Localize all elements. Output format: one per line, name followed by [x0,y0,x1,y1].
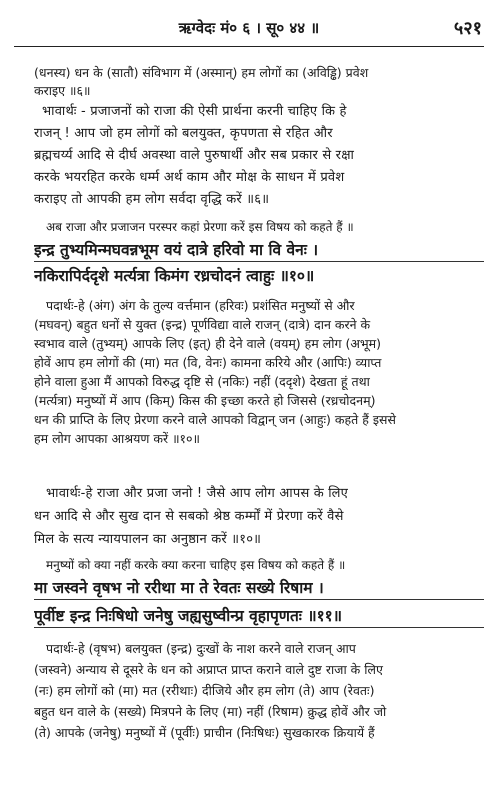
topic-intro: मनुष्यों को क्या नहीं करके क्या करना चाहिए इस विषय को कहते हैं ॥ [46,558,346,572]
padartha-line: हम लोग आपका आश्रयण करें ॥१०॥ [34,431,201,446]
padartha-line: पदार्थः-हे (वृषभ) बलयुक्त (इन्द्र) दुःखों के नाश करने वाले राजन् आप [46,641,356,656]
bhavartha-line: मिल के सत्य न्यायपालन का अनुष्ठान करें ॥१०॥ [34,532,262,547]
mantra-line: इन्द्र तुभ्यमिन्मघवन्नभूम वयं दात्रे हरिवो मा वि वेनः । [34,238,484,262]
page-header [14,14,484,47]
bhavartha-line: करके भयरहित करके धर्म्म अर्थ काम और मोक्ष के साधन में प्रवेश [34,170,345,185]
padartha-line: धन की प्राप्ति के लिए प्रेरणा करने वाले आपको विद्वान् जन (आहुः) कहते हैं इससे [34,412,396,427]
running-title: ऋग्वेदः मं० ६ । सू० ४४ ॥ [178,19,320,37]
padartha-line: स्वभाव वाले (तुभ्यम्) आपके लिए (इत्) ही देने वाले (वयम्) हम लोग (अभूम) [34,336,382,351]
text-line: (धनस्य) धन के (सातौ) संविभाग में (अस्मान्) हम लोगों का (अविड्ढि) प्रवेश [34,65,369,80]
mantra-line: पूर्वीष्ट इन्द्र निःषिधो जनेषु जह्यसुष्वीन्प्र वृहापृणतः ॥११॥ [34,604,484,628]
bhavartha-line: कराइए तो आपकी हम लोग सर्वदा वृद्धि करें ॥६॥ [34,192,270,207]
padartha-line: होने वाला हुआ मैं आपको विरुद्ध दृष्टि से (नकिः) नहीं (ददृशे) देखता हूं तथा [34,374,370,389]
padartha-line: पदार्थः-हे (अंग) अंग के तुल्य वर्त्तमान (हरिवः) प्रशंसित मनुष्यों से और [46,298,355,313]
mantra-line: मा जस्वने वृषभ नो ररीथा मा ते रेवतः सख्ये रिषाम । [34,576,484,600]
topic-intro: अब राजा और प्रजाजन परस्पर कहां प्रेरणा करें इस विषय को कहते हैं ॥ [46,220,354,234]
page-number: ५२१ [453,18,482,39]
mantra-line: नकिरापिर्ददृशे मर्त्यत्रा किमंग रध्रचोदनं त्वाहुः ॥१०॥ [34,267,315,285]
padartha-line: (ते) आपके (जनेषु) मनुष्यों में (पूर्वीः) प्राचीन (निःषिधः) सुखकारक क्रियायें हैं [34,725,375,740]
padartha-line: (जस्वने) अन्याय से दूसरे के धन को अप्राप्त प्राप्त कराने वाले दुष्ट राजा के लिए [34,662,383,677]
padartha-line: होवें आप हम लोगों की (मा) मत (वि, वेनः) कामना करिये और (आपिः) व्याप्त [34,355,382,370]
padartha-line: (नः) हम लोगों को (मा) मत (ररीथाः) दीजिये और हम लोग (ते) आप (रेवतः) [34,683,375,698]
bhavartha-line: धन आदि से और सुख दान से सबको श्रेष्ठ कर्म्मों में प्रेरणा करें वैसे [34,509,344,524]
padartha-line: (मघवन्) बहुत धनों से युक्त (इन्द्र) पूर्णविद्या वाले राजन् (दात्रे) दान करने के [34,317,371,332]
bhavartha-line: ब्रह्मचर्य्य आदि से दीर्घ अवस्था वाले पुरुषार्थी और सब प्रकार से रक्षा [34,148,355,163]
bhavartha-line: भावार्थः-हे राजा और प्रजा जनो ! जैसे आप लोग आपस के लिए [46,486,349,501]
text-line: कराइए ॥६॥ [34,83,91,98]
padartha-line: बहुत धन वाले के (सख्ये) मित्रपने के लिए (मा) नहीं (रिषाम) क्रुद्ध होवें और जो [34,704,387,719]
bhavartha-line: भावार्थः - प्रजाजनों को राजा की ऐसी प्रार्थना करनी चाहिए कि हे [42,104,347,119]
bhavartha-line: राजन् ! आप जो हम लोगों को बलयुक्त, कृपणता से रहित और [34,126,333,141]
padartha-line: (मर्त्यत्रा) मनुष्यों में आप (किम्) किस की इच्छा करते हो जिससे (रध्रचोदनम्) [34,393,376,408]
